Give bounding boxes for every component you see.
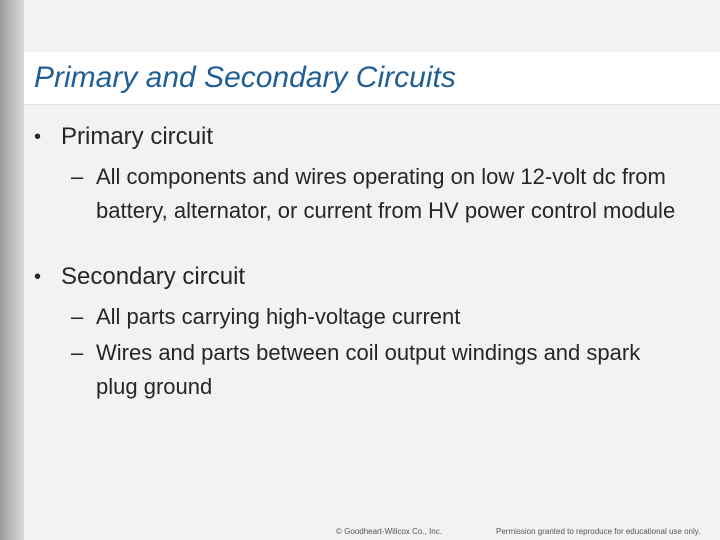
- bullet-marker: •: [34, 126, 42, 148]
- subitem-marker: –: [71, 340, 84, 365]
- subitem-text: All parts carrying high-voltage current: [96, 304, 461, 329]
- bullet-marker: •: [34, 266, 42, 288]
- footer-permission: Permission granted to reproduce for educational use only.: [496, 527, 701, 536]
- bullet-text: Secondary circuit: [61, 263, 246, 290]
- slide-title: Primary and Secondary Circuits: [34, 61, 456, 94]
- footer-copyright: © Goodheart-Willcox Co., Inc.: [336, 527, 442, 536]
- subitem-marker: –: [71, 304, 84, 329]
- subitem-text: Wires and parts between coil output windings and spark plug ground: [96, 340, 641, 399]
- subitem-marker: –: [71, 164, 84, 189]
- subitem-text: All components and wires operating on low 12-volt dc from battery, alternator, or current from HV power control module: [96, 164, 676, 223]
- bullet-text: Primary circuit: [61, 123, 214, 150]
